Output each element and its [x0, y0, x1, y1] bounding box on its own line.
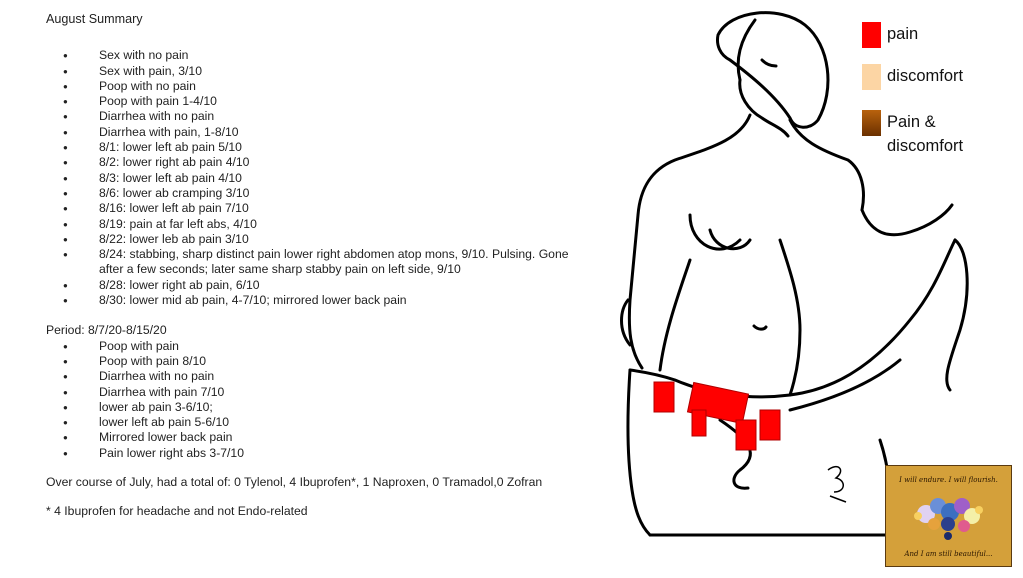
- list-item: ● Sex with no pain: [46, 48, 586, 63]
- legend-swatch: [862, 110, 881, 136]
- list-item: ● 8/28: lower right ab pain, 6/10: [46, 278, 586, 293]
- list-item: ● Poop with pain 1-4/10: [46, 94, 586, 109]
- pain-marker: [654, 382, 674, 412]
- summary-list: [46, 48, 586, 308]
- list-item: ● lower left ab pain 5-6/10: [46, 415, 586, 430]
- summary-title: August Summary: [46, 12, 143, 26]
- list-item: ● 8/1: lower left ab pain 5/10: [46, 140, 586, 155]
- legend-item-pain: [862, 22, 918, 48]
- period-heading: Period: 8/7/20-8/15/20: [46, 323, 167, 338]
- badge-line-1: I will endure. I will flourish.: [899, 476, 998, 484]
- summary-document: [46, 12, 586, 520]
- endure-flourish-badge: [885, 465, 1012, 567]
- artist-signature: [828, 467, 846, 502]
- legend-swatch: [862, 22, 881, 48]
- pain-markers: [654, 382, 780, 450]
- legend-item-discomfort: [862, 64, 963, 90]
- list-item: ● Pain lower right abs 3-7/10: [46, 446, 586, 461]
- list-item: ● 8/30: lower mid ab pain, 4-7/10; mirrored lower back pain: [46, 293, 586, 308]
- list-item: ● Diarrhea with pain, 1-8/10: [46, 125, 586, 140]
- list-item: ● Poop with no pain: [46, 79, 586, 94]
- badge-line-2: And I am still beautiful...: [904, 550, 993, 558]
- list-item: ● Diarrhea with pain 7/10: [46, 385, 586, 400]
- list-item: ● 8/24: stabbing, sharp distinct pain lower right abdomen atop mons, 9/10. Pulsing. Gone after a few seconds; later same sharp stabby pain on left side, 9/10: [46, 247, 586, 278]
- footnote: * 4 Ibuprofen for headache and not Endo-related: [46, 504, 308, 519]
- period-list: [46, 339, 586, 461]
- pain-marker: [736, 420, 756, 450]
- pain-marker: [692, 410, 706, 436]
- list-item: ● Poop with pain: [46, 339, 586, 354]
- pain-marker: [760, 410, 780, 440]
- list-item: ● Sex with pain, 3/10: [46, 64, 586, 79]
- list-item: ● 8/2: lower right ab pain 4/10: [46, 155, 586, 170]
- legend-item-pain-and-discomfort: [862, 110, 1002, 158]
- list-item: ● Diarrhea with no pain: [46, 109, 586, 124]
- list-item: ● 8/22: lower leb ab pain 3/10: [46, 232, 586, 247]
- list-item: ● 8/19: pain at far left abs, 4/10: [46, 217, 586, 232]
- legend-label: Pain & discomfort: [887, 113, 964, 155]
- legend-label: pain: [887, 25, 919, 43]
- medication-summary: Over course of July, had a total of: 0 Tylenol, 4 Ibuprofen*, 1 Naproxen, 0 Tramadol,0 Zofran: [46, 475, 543, 490]
- list-item: ● 8/6: lower ab cramping 3/10: [46, 186, 586, 201]
- list-item: ● lower ab pain 3-6/10;: [46, 400, 586, 415]
- legend-label: discomfort: [887, 67, 964, 85]
- list-item: ● 8/3: lower left ab pain 4/10: [46, 171, 586, 186]
- list-item: ● Poop with pain 8/10: [46, 354, 586, 369]
- list-item: ● Diarrhea with no pain: [46, 369, 586, 384]
- legend-swatch: [862, 64, 881, 90]
- list-item: ● 8/16: lower left ab pain 7/10: [46, 201, 586, 216]
- list-item: ● Mirrored lower back pain: [46, 430, 586, 445]
